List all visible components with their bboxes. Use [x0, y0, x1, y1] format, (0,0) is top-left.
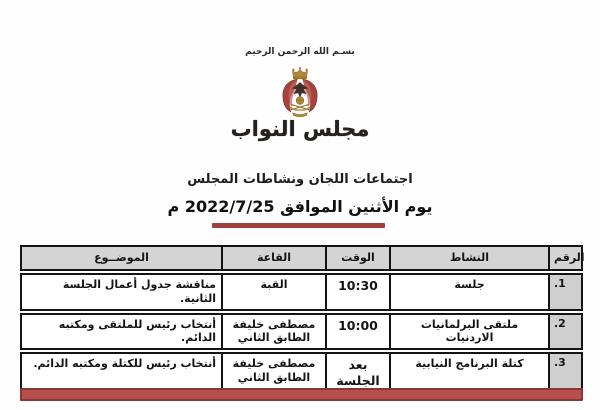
header-subject: الموضــوع [94, 251, 149, 265]
jordan-coat-of-arms-icon [271, 66, 329, 122]
date-line: يوم الأثنين الموافق 2022/7/25 م [167, 197, 433, 216]
crown-icon [292, 67, 307, 79]
document-title: اجتماعات اللجان ونشاطات المجلس [187, 172, 413, 187]
date-underline-bar [212, 223, 385, 228]
header-hall: القاعة [221, 247, 325, 269]
bismillah-text: بسـم الله الرحمن الرحيم [245, 47, 355, 57]
cell-activity: ملتقى البرلمانيات الاردنيات [389, 315, 548, 349]
cell-hall: مصطفى خليفة الطابق الثاني [221, 315, 325, 349]
cell-number: .1 [548, 275, 581, 309]
cell-time: 10:00 [325, 315, 389, 349]
cell-activity: كتلة البرنامج النيابية [389, 354, 548, 391]
cell-hall: القبة [221, 275, 325, 309]
cell-number: .3 [548, 354, 581, 391]
header-activity: النشاط [389, 247, 548, 269]
table-row [20, 273, 583, 311]
parliament-name-calligraphy: مجلس النواب [230, 117, 370, 141]
cell-subject: أنتخاب رئيس للكتلة ومكتبه الدائم. [33, 357, 216, 370]
header-number: الرقم [548, 247, 589, 269]
table-header-row [20, 245, 583, 271]
cell-hall: مصطفى خليفة الطابق الثاني [221, 354, 325, 391]
cell-activity: جلسة [389, 275, 548, 309]
cell-subject: مناقشة جدول أعمال الجلسة الثانية. [62, 278, 216, 305]
cell-number: .2 [548, 315, 581, 349]
cell-time: بعد الجلسة [325, 354, 389, 391]
cell-subject: أنتخاب رئيس للملتقى ومكتبه الدائم. [58, 317, 216, 345]
schedule-table [20, 245, 583, 393]
cell-time: 10:30 [325, 275, 389, 309]
footer-accent-bar [20, 388, 583, 401]
header-time: الوقت [325, 247, 389, 269]
table-row [20, 313, 583, 351]
